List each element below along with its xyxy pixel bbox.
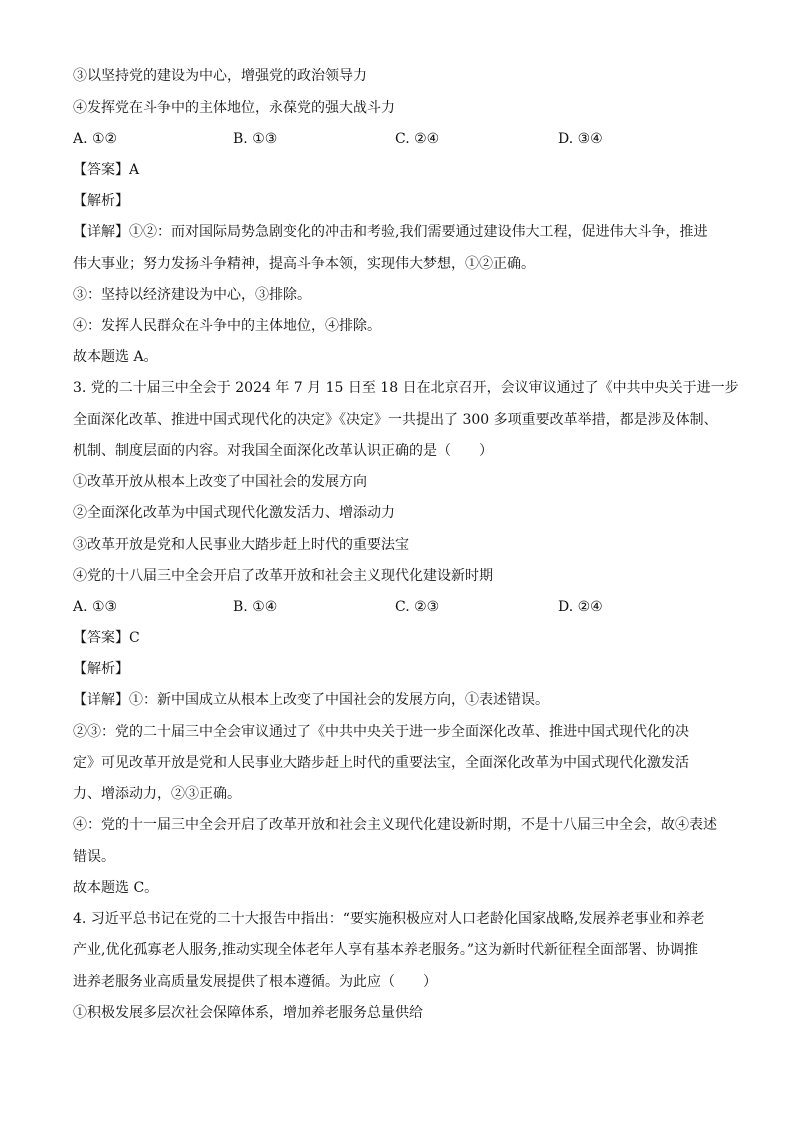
q3-option-a: A. ①③ bbox=[73, 599, 118, 615]
q4-stem-line-3: 进养老服务业高质量发展提供了根本遵循。为此应（ ） bbox=[73, 974, 437, 990]
q3-detail-3-line-2: 错误。 bbox=[73, 849, 115, 865]
q3-conclusion: 故本题选 C。 bbox=[73, 880, 159, 896]
q3-stem-line-2: 全面深化改革、推进中国式现代化的决定》《决定》一共提出了 300 多项重要改革举措，都是涉及体制、 bbox=[73, 412, 718, 428]
q3-detail-2-line-3: 力、增添动力，②③正确。 bbox=[73, 786, 241, 802]
q4-stem-line-1: 4. 习近平总书记在党的二十大报告中指出：“要实施积极应对人口老龄化国家战略,发展养老事业和养老 bbox=[73, 911, 705, 927]
q4-choice-1: ①积极发展多层次社会保障体系，增加养老服务总量供给 bbox=[73, 1005, 423, 1021]
q2-conclusion: 故本题选 A。 bbox=[73, 349, 158, 365]
q3-choice-4: ④党的十八届三中全会开启了改革开放和社会主义现代化建设新时期 bbox=[73, 568, 493, 584]
q3-detail-3-line-1: ④：党的十一届三中全会开启了改革开放和社会主义现代化建设新时期，不是十八届三中全会，故④表述 bbox=[73, 817, 717, 833]
q2-option-c: C. ②④ bbox=[395, 131, 440, 147]
q3-option-c: C. ②③ bbox=[395, 599, 440, 615]
q3-detail-2-line-2: 定》可见改革开放是党和人民事业大踏步赶上时代的重要法宝，全面深化改革为中国式现代化激发活 bbox=[73, 755, 689, 771]
q3-analysis-label: 【解析】 bbox=[73, 661, 129, 677]
q3-choice-2: ②全面深化改革为中国式现代化激发活力、增添动力 bbox=[73, 505, 395, 521]
q3-stem-line-3: 机制、制度层面的内容。对我国全面深化改革认识正确的是（ ） bbox=[73, 443, 493, 459]
q2-analysis-label: 【解析】 bbox=[73, 193, 129, 209]
q2-option-b: B. ①③ bbox=[233, 131, 278, 147]
q2-option-a: A. ①② bbox=[73, 131, 118, 147]
q2-choice-4: ④发挥党在斗争中的主体地位，永葆党的强大战斗力 bbox=[73, 100, 395, 116]
q2-detail-2: ③：坚持以经济建设为中心，③排除。 bbox=[73, 287, 311, 303]
q2-choice-3: ③以坚持党的建设为中心，增强党的政治领导力 bbox=[73, 68, 367, 84]
q3-detail-1: 【详解】①：新中国成立从根本上改变了中国社会的发展方向，①表述错误。 bbox=[73, 692, 549, 708]
q3-options bbox=[73, 597, 718, 617]
q3-option-d: D. ②④ bbox=[558, 599, 603, 615]
q2-options bbox=[73, 129, 718, 149]
q3-answer: 【答案】C bbox=[73, 630, 140, 646]
q3-choice-3: ③改革开放是党和人民事业大踏步赶上时代的重要法宝 bbox=[73, 537, 409, 553]
q2-detail-3: ④：发挥人民群众在斗争中的主体地位，④排除。 bbox=[73, 318, 381, 334]
q2-detail-1-line-1: 【详解】①②：而对国际局势急剧变化的冲击和考验,我们需要通过建设伟大工程，促进伟大斗争，推进 bbox=[73, 224, 708, 240]
q3-choice-1: ①改革开放从根本上改变了中国社会的发展方向 bbox=[73, 474, 367, 490]
q3-detail-2-line-1: ②③：党的二十届三中全会审议通过了《中共中央关于进一步全面深化改革、推进中国式现代化的决 bbox=[73, 724, 689, 740]
q2-answer: 【答案】A bbox=[73, 162, 140, 178]
q3-option-b: B. ①④ bbox=[233, 599, 278, 615]
q2-option-d: D. ③④ bbox=[558, 131, 603, 147]
q4-stem-line-2: 产业,优化孤寡老人服务,推动实现全体老年人享有基本养老服务。”这为新时代新征程全面部署、协调推 bbox=[73, 942, 699, 958]
q3-stem-line-1: 3. 党的二十届三中全会于 2024 年 7 月 15 日至 18 日在北京召开，会议审议通过了《中共中央关于进一步 bbox=[73, 380, 739, 396]
q2-detail-1-line-2: 伟大事业；努力发扬斗争精神，提高斗争本领，实现伟大梦想，①②正确。 bbox=[73, 256, 535, 272]
